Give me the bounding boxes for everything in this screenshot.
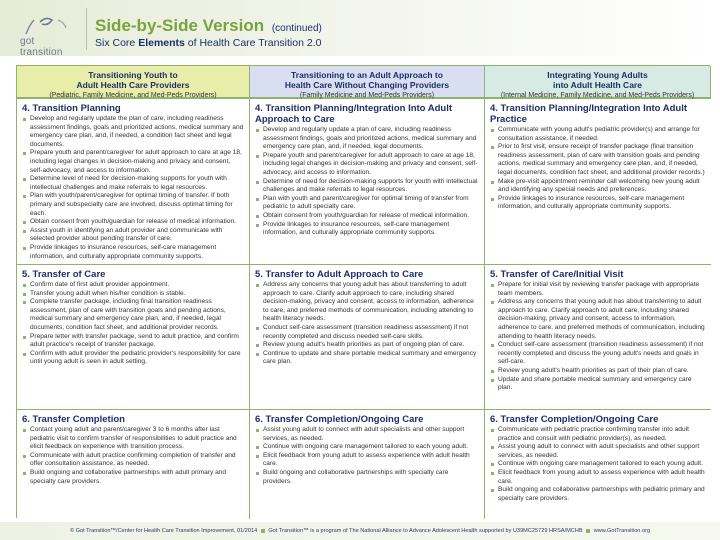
section-heading: 5. Transfer to Adult Approach to Care	[255, 269, 424, 280]
cell-transfer-completion	[17, 410, 250, 519]
footer-program-note: Got Transition™ is a program of The National Alliance to Advance Adolescent Health supported by U39MC25729 HRSA/MCHB	[268, 528, 583, 534]
bullet-list	[255, 426, 479, 486]
list-item: Develop and regularly update the plan of care, including readiness assessment findings, goals and prioritized actions, medical summary and emergency care plan, and, if needed, a condition fact sheet and legal documents.	[22, 115, 244, 149]
got-transition-logo	[20, 14, 80, 58]
column-header-line1: Integrating Young Adults	[547, 70, 648, 80]
list-item: Assist young adult to connect with adult specialists and other support services, as needed.	[255, 426, 479, 443]
list-item: Prepare youth and parent/caregiver for adult approach to care at age 18, including legal changes in decision-making and privacy and consent, self-advocacy, and access to information.	[22, 149, 244, 175]
bullet-list	[490, 126, 706, 212]
list-item: Obtain consent from youth/guardian for release of medical information.	[255, 212, 479, 221]
bullet-list	[490, 281, 706, 393]
bullet-list	[22, 281, 244, 367]
list-item: Provide linkages to insurance resources, self-care management information, and culturally appropriate community supports.	[490, 195, 706, 212]
list-item: Update and share portable medical summary and emergency care plan.	[490, 376, 706, 393]
bullet-list	[255, 281, 479, 367]
footer-copyright: © Got Transition™/Center for Health Care Transition Improvement, 01/2014	[69, 528, 258, 534]
subtitle-pre: Six Core	[95, 37, 139, 49]
page-subtitle	[95, 37, 321, 49]
column-header-sub: (Family Medicine and Med-Peds Providers)	[299, 92, 435, 99]
section-heading: 6. Transfer Completion/Ongoing Care	[490, 414, 659, 425]
column-header-line2: Health Care Without Changing Providers	[284, 80, 450, 90]
list-item: Review young adult's health priorities as part of ongoing plan of care.	[255, 341, 479, 350]
list-item: Provide linkages to insurance resources, self-care management information, and culturally appropriate community supports.	[255, 221, 479, 238]
list-item: Conduct self-care assessment (transition readiness assessment) if not recently completed and discuss the young adult's needs and goals in self-care.	[490, 341, 706, 367]
cell-transfer-initial-visit	[485, 265, 711, 410]
footer	[0, 522, 720, 540]
cell-transfer-completion-ongoing	[250, 410, 485, 519]
list-item: Determine of need for decision-making supports for youth with intellectual challenges and make referrals to legal resources.	[255, 178, 479, 195]
list-item: Complete transfer package, including final transition readiness assessment, plan of care with transition goals and pending actions, medical summary and emergency care plan, and, if needed, legal documents, condition fact sheet, and additional provider records.	[22, 298, 244, 332]
column-header-sub: (Internal Medicine, Family Medicine, and Med-Peds Providers)	[500, 92, 695, 99]
list-item: Plan with youth and parent/caregiver for optimal timing of transfer from pediatric to adult specialty care.	[255, 195, 479, 212]
section-heading: 5. Transfer of Care	[22, 269, 106, 280]
header-divider	[86, 8, 87, 50]
list-item: Confirm date of first adult provider appointment.	[22, 281, 244, 290]
column-header-youth-to-adult	[17, 66, 250, 99]
title-main: Side-by-Side Version	[95, 16, 265, 35]
list-item: Develop and regularly update a plan of care, including readiness assessment findings, goals and prioritized actions, medical summary and emergency care plan, and, if needed, legal documents.	[255, 126, 479, 152]
list-item: Make pre-visit appointment reminder call welcoming new young adult and identifying any special needs and preferences.	[490, 178, 706, 195]
list-item: Continue with ongoing care management tailored to each young adult.	[490, 460, 706, 469]
column-header-integrating-young-adults	[485, 66, 711, 99]
cell-transfer-completion-ongoing-adult	[485, 410, 711, 519]
footer-website-link[interactable]: www.GotTransition.org	[593, 528, 651, 534]
list-item: Plan with youth/parent/caregiver for optimal timing of transfer. If both primary and subspecialty care are involved, discuss optimal timing for each.	[22, 192, 244, 218]
list-item: Build ongoing and collaborative partnerships with pediatric primary and specialty care providers.	[490, 486, 706, 503]
column-header-line1: Transitioning Youth to	[88, 70, 178, 80]
list-item: Determine level of need for decision-making supports for youth with intellectual challenges and make referrals to legal resources.	[22, 175, 244, 192]
list-item: Communicate with pediatric practice confirming transfer into adult practice and consult with pediatric provider(s), as needed.	[490, 426, 706, 443]
cell-transfer-of-care	[17, 265, 250, 410]
column-header-line1: Transitioning to an Adult Approach to	[291, 70, 443, 80]
list-item: Confirm with adult provider the pediatric provider's responsibility for care until young adult is seen in adult setting.	[22, 350, 244, 367]
list-item: Prior to first visit, ensure receipt of transfer package (final transition readiness assessment, plan of care with transition goals and pending actions, medical summary and emergency care plan, and, if needed, legal documents, condition fact sheet, and additional provider records.)	[490, 143, 706, 177]
cell-transition-planning	[17, 99, 250, 265]
list-item: Elicit feedback from young adult to assess experience with adult health care.	[255, 452, 479, 469]
list-item: Provide linkages to insurance resources, self-care management information, and culturally appropriate community supports.	[22, 244, 244, 261]
list-item: Transfer young adult when his/her condition is stable.	[22, 290, 244, 299]
list-item: Communicate with adult practice confirming completion of transfer and offer consultation assistance, as needed.	[22, 452, 244, 469]
section-heading: 6. Transfer Completion/Ongoing Care	[255, 414, 424, 425]
section-heading: 5. Transfer of Care/Initial Visit	[490, 269, 624, 280]
comparison-table	[16, 65, 710, 518]
list-item: Prepare for initial visit by reviewing transfer package with appropriate team members.	[490, 281, 706, 298]
footer-separator-icon	[586, 529, 590, 533]
column-header-adult-approach	[250, 66, 485, 99]
section-heading: 4. Transition Planning	[22, 103, 121, 114]
cell-transition-planning-adult-approach	[250, 99, 485, 265]
list-item: Communicate with young adult's pediatric provider(s) and arrange for consultation assistance, if needed.	[490, 126, 706, 143]
list-item: Prepare letter with transfer package, send to adult practice, and confirm adult practice's receipt of transfer package.	[22, 333, 244, 350]
list-item: Address any concerns that young adult has about transferring to adult approach to care. Clarify adult approach to care, including shared decision-making, privacy and consent, access to information, adherence to care, and preferred methods of communication, including attending to health literacy needs.	[255, 281, 479, 324]
column-header-sub: (Pediatric, Family Medicine, and Med-Peds Providers)	[49, 92, 217, 99]
document-header	[0, 0, 720, 56]
section-heading: 6. Transfer Completion	[22, 414, 125, 425]
list-item: Address any concerns that young adult has about transferring to adult approach to care. Clarify approach to adult care, including shared decision-making, privacy and consent, access to information, adherence to care, and preferred methods of communication, including attending to health literacy needs.	[490, 298, 706, 341]
list-item: Obtain consent from youth/guardian for release of medical information.	[22, 218, 244, 227]
section-heading: 4. Transition Planning/Integration Into Adult Practice	[490, 103, 688, 125]
list-item: Contact young adult and parent/caregiver 3 to 6 months after last pediatric visit to confirm transfer of responsibilities to adult practice and elicit feedback on experience with transition process.	[22, 426, 244, 452]
bullet-list	[255, 126, 479, 238]
bullet-list	[22, 115, 244, 261]
list-item: Prepare youth and parent/caregiver for adult approach to care at age 18, including legal changes in decision-making and privacy and consent, self-advocacy, and access to information.	[255, 152, 479, 178]
list-item: Assist young adult to connect with adult specialists and other support services, as needed.	[490, 443, 706, 460]
section-heading: 4. Transition Planning/Integration Into Adult Approach to Care	[255, 103, 453, 125]
logo-swirl-icon	[24, 14, 76, 36]
logo-text: got transition	[20, 36, 63, 58]
list-item: Continue with ongoing care management tailored to each young adult.	[255, 443, 479, 452]
column-header-line2: into Adult Health Care	[553, 80, 642, 90]
title-suffix: (continued)	[271, 23, 322, 34]
list-item: Build ongoing and collaborative partnerships with adult primary and specialty care providers.	[22, 469, 244, 486]
footer-separator-icon	[261, 529, 265, 533]
list-item: Continue to update and share portable medical summary and emergency care plan.	[255, 350, 479, 367]
list-item: Build ongoing and collaborative partnerships with specialty care providers.	[255, 469, 479, 486]
list-item: Elicit feedback from young adult to assess experience with adult health care.	[490, 469, 706, 486]
subtitle-post: of Health Care Transition 2.0	[184, 37, 322, 49]
list-item: Assist youth in identifying an adult provider and communicate with selected provider about pending transfer of care.	[22, 227, 244, 244]
bullet-list	[490, 426, 706, 503]
bullet-list	[22, 426, 244, 486]
page-title	[95, 16, 322, 36]
cell-transfer-adult-approach	[250, 265, 485, 410]
list-item: Review young adult's health priorities as part of their plan of care.	[490, 367, 706, 376]
subtitle-bold: Elements	[138, 37, 185, 49]
column-header-line2: Adult Health Care Providers	[76, 80, 190, 90]
cell-transition-planning-adult-practice	[485, 99, 711, 265]
list-item: Conduct self-care assessment (transition readiness assessment) if not recently completed and discuss needed self-care skills.	[255, 324, 479, 341]
